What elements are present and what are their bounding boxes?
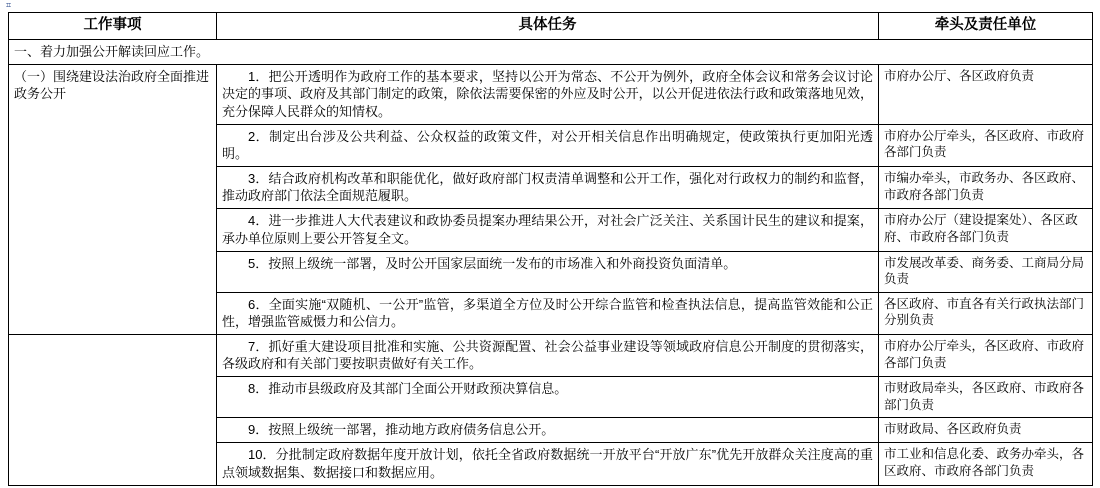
task-cell: 10．分批制定政府数据年度开放计划，依托全省政府数据统一开放平台“开放广东”优先开放群众关注度高的重点领域数据集、数据接口和数据应用。	[217, 443, 879, 485]
group-continuation-cell	[9, 335, 217, 486]
column-header-responsible-unit: 牵头及责任单位	[879, 13, 1093, 40]
unit-cell: 各区政府、市直各有关行政执法部门分别负责	[879, 292, 1093, 334]
task-cell: 3．结合政府机构改革和职能优化，做好政府部门权责清单调整和公开工作，强化对行政权力的制约和监督，推动政府部门依法全面规范履职。	[217, 167, 879, 209]
unit-cell: 市财政局、各区政府负责	[879, 418, 1093, 443]
task-cell: 2．制定出台涉及公共利益、公众权益的政策文件，对公开相关信息作出明确规定，使政策执行更加阳光透明。	[217, 124, 879, 166]
unit-cell: 市府办公厅（建设提案处）、各区政府、市政府各部门负责	[879, 209, 1093, 251]
task-cell: 1．把公开透明作为政府工作的基本要求，坚持以公开为常态、不公开为例外，政府全体会议和常务会议讨论决定的事项、政府及其部门制定的政策，除依法需要保密的外应及时公开，以公开促进依法行政和政策落地见效，充分保障人民群众的知情权。	[217, 65, 879, 124]
section-title-row	[9, 40, 1093, 65]
table-body	[9, 40, 1093, 486]
table-row	[9, 65, 1093, 124]
table-header	[9, 13, 1093, 40]
unit-cell: 市府办公厅牵头，各区政府、市政府各部门负责	[879, 335, 1093, 377]
unit-cell: 市工业和信息化委、政务办牵头，各区政府、市政府各部门负责	[879, 443, 1093, 485]
unit-cell: 市府办公厅、各区政府负责	[879, 65, 1093, 124]
unit-cell: 市发展改革委、商务委、工商局分局负责	[879, 251, 1093, 292]
task-cell: 5．按照上级统一部署，及时公开国家层面统一发布的市场准入和外商投资负面清单。	[217, 251, 879, 292]
task-cell: 9．按照上级统一部署，推动地方政府债务信息公开。	[217, 418, 879, 443]
task-cell: 6．全面实施“双随机、一公开”监管，多渠道全方位及时公开综合监管和检查执法信息，提高监管效能和公正性，增强监管威慑力和公信力。	[217, 292, 879, 334]
policy-task-table	[8, 12, 1093, 486]
unit-cell: 市府办公厅牵头，各区政府、市政府各部门负责	[879, 124, 1093, 166]
unit-cell: 市财政局牵头，各区政府、市政府各部门负责	[879, 377, 1093, 418]
group-label-cell: （一）围绕建设法治政府全面推进政务公开	[9, 65, 217, 335]
task-cell: 7．抓好重大建设项目批准和实施、公共资源配置、社会公益事业建设等领域政府信息公开制度的贯彻落实，各级政府和有关部门要按职责做好有关工作。	[217, 335, 879, 377]
corner-mark-icon: ⌗	[6, 0, 11, 10]
task-cell: 4．进一步推进人大代表建议和政协委员提案办理结果公开，对社会广泛关注、关系国计民生的建议和提案，承办单位原则上要公开答复全文。	[217, 209, 879, 251]
table-header-row	[9, 13, 1093, 40]
task-cell: 8．推动市县级政府及其部门全面公开财政预决算信息。	[217, 377, 879, 418]
table-row	[9, 335, 1093, 377]
column-header-work-item: 工作事项	[9, 13, 217, 40]
section-title: 一、着力加强公开解读回应工作。	[9, 40, 1093, 65]
unit-cell: 市编办牵头，市政务办、各区政府、市政府各部门负责	[879, 167, 1093, 209]
column-header-specific-task: 具体任务	[217, 13, 879, 40]
